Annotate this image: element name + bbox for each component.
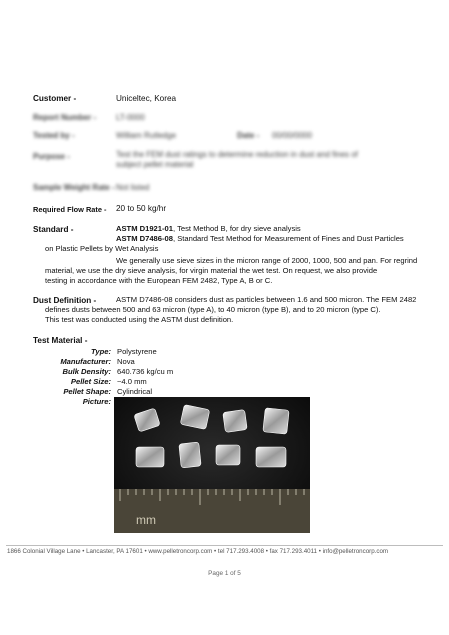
sample-value: Not listed: [116, 183, 150, 192]
customer-label: Customer -: [33, 94, 77, 103]
astm1-code: ASTM D1921-01: [116, 224, 173, 233]
page-number: Page 1 of 5: [208, 570, 241, 577]
footer-address: 1866 Colonial Village Lane • Lancaster, PA 17601 • www.pelletroncorp.com • tel 717.293.4008 • fax 717.293.4011 • info@pelletroncorp.com: [7, 548, 389, 555]
standard-para-line-1: We generally use sieve sizes in the micron range of 2000, 1000, 500 and pan. For regrind: [116, 256, 418, 265]
tested-value: William Rutledge: [116, 131, 177, 140]
standard-para-line-3: testing in accordance with the European FEM 2482, Type A, B or C.: [45, 276, 273, 285]
material-manufacturer-label: Manufacturer:: [60, 357, 111, 366]
dust-line-2: defines dusts between 500 and 63 micron (type A), to 40 micron (type B), and to 20 micron (type C).: [45, 305, 381, 314]
material-manufacturer-value: Nova: [117, 357, 135, 366]
astm2-continuation: on Plastic Pellets by Wet Analysis: [45, 244, 159, 253]
material-picture-label: Picture:: [82, 397, 111, 406]
flow-rate-label: Required Flow Rate -: [33, 205, 107, 214]
ruler-unit-label: mm: [136, 513, 156, 527]
standard-label: Standard -: [33, 225, 74, 234]
standard-astm1: [116, 224, 301, 234]
dust-line-1: ASTM D7486-08 considers dust as particles between 1.6 and 500 micron. The FEM 2482: [116, 295, 417, 304]
purpose-label: Purpose -: [33, 152, 70, 161]
material-type-value: Polystyrene: [117, 347, 157, 356]
material-size-value: ~4.0 mm: [117, 377, 147, 386]
standard-para-line-2: material, we use the dry sieve analysis, for virgin material the wet test. On request, we also provide: [45, 266, 378, 275]
astm1-text: , Test Method B, for dry sieve analysis: [172, 224, 301, 233]
material-shape-value: Cylindrical: [117, 387, 153, 396]
material-density-label: Bulk Density:: [62, 367, 111, 376]
tested-label: Tested by -: [33, 131, 75, 140]
astm2-code: ASTM D7486-08: [116, 234, 173, 243]
flow-rate-value: 20 to 50 kg/hr: [116, 204, 167, 213]
date-label: Date -: [237, 131, 260, 140]
dust-label: Dust Definition -: [33, 296, 97, 305]
pellet-photo: [114, 397, 310, 533]
customer-value: Uniceltec, Korea: [116, 94, 177, 103]
material-density-value: 640.736 kg/cu m: [117, 367, 174, 376]
date-value: 00/00/0000: [272, 131, 313, 140]
material-size-label: Pellet Size:: [70, 377, 111, 386]
astm2-text: , Standard Test Method for Measurement of Fines and Dust Particles: [172, 234, 404, 243]
sample-label: Sample Weight Rate -: [33, 183, 115, 192]
test-material-heading: Test Material -: [33, 336, 88, 345]
report-label: Report Number -: [33, 113, 97, 122]
standard-astm2: [116, 234, 404, 244]
dust-line-3: This test was conducted using the ASTM dust definition.: [45, 315, 234, 324]
material-shape-label: Pellet Shape:: [63, 387, 111, 396]
purpose-line-1: Test the FEM dust ratings to determine reduction in dust and fines of: [116, 150, 358, 159]
footer-divider: [6, 545, 443, 546]
report-value: LT-0000: [116, 113, 145, 122]
material-type-label: Type:: [91, 347, 111, 356]
purpose-line-2: subject pellet material: [116, 160, 194, 169]
